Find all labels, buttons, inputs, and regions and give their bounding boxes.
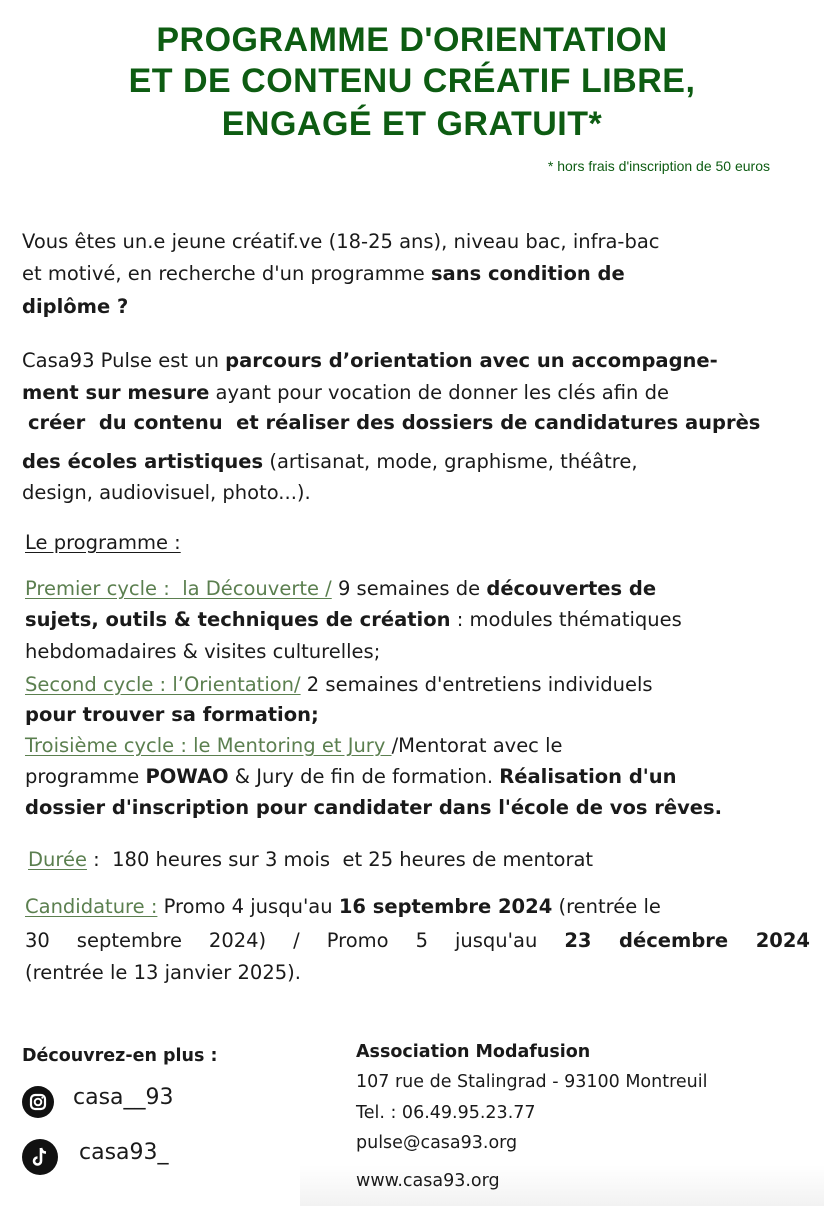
text-line (28, 409, 760, 437)
org-name: Association Modafusion (356, 1042, 591, 1062)
text-line (25, 893, 661, 921)
website-link[interactable]: www.casa93.org (356, 1171, 500, 1191)
instagram-handle[interactable]: casa__93 (73, 1085, 174, 1110)
title-line-3: ENGAGÉ ET GRATUIT* (221, 105, 603, 143)
text-segment: (artisanat, mode, graphisme, théâtre, (263, 450, 638, 473)
text-line (25, 959, 301, 987)
section-link[interactable]: Durée (28, 848, 87, 871)
text-line (25, 701, 319, 729)
text-segment: /Mentorat avec le (391, 734, 563, 757)
text-segment: sujets, outils & techniques de création (25, 608, 451, 631)
text-line (22, 293, 128, 321)
text-line (22, 228, 660, 256)
text-segment: pour trouver sa formation; (25, 703, 319, 726)
text-segment: & Jury de fin de formation. (228, 765, 500, 788)
text-segment: et motivé, en recherche d'un programme (22, 262, 431, 285)
text-segment: POWAO (145, 765, 229, 788)
text-line (25, 927, 810, 955)
discover-label: Découvrez-en plus : (22, 1046, 218, 1066)
text-segment: : modules thématiques (450, 608, 682, 631)
address: 107 rue de Stalingrad - 93100 Montreuil (356, 1072, 708, 1092)
text-line (22, 479, 311, 507)
tiktok-icon[interactable] (22, 1139, 58, 1175)
text-segment: programme (25, 765, 146, 788)
text-segment: : 180 heures sur 3 mois et 25 heures de mentorat (86, 848, 594, 871)
text-line (22, 347, 718, 375)
instagram-icon[interactable] (22, 1086, 54, 1118)
text-line (25, 638, 380, 666)
section-link[interactable]: Premier cycle : la Découverte / (25, 577, 332, 600)
text-segment: Casa93 Pulse est un (22, 349, 226, 372)
text-segment: 30 septembre 2024) / Promo 5 jusqu'au (25, 929, 565, 952)
text-segment: 2 semaines d'entretiens individuels (300, 673, 653, 696)
section-link[interactable]: Second cycle : l’Orientation/ (25, 673, 301, 696)
text-segment: diplôme ? (22, 295, 129, 318)
title-line-2: ET DE CONTENU CRÉATIF LIBRE, (128, 62, 696, 100)
text-segment: dossier d'inscription pour candidater dans l'école de vos rêves. (25, 796, 723, 819)
section-link[interactable]: Candidature : (25, 895, 158, 918)
text-line (22, 260, 625, 288)
text-segment: découvertes de (486, 577, 657, 600)
text-segment: Promo 4 jusqu'au (157, 895, 339, 918)
text-segment: parcours d’orientation avec un accompagne- (225, 349, 718, 372)
text-line (22, 379, 669, 407)
text-line (28, 846, 593, 874)
phone: Tel. : 06.49.95.23.77 (356, 1103, 536, 1123)
email-link[interactable]: pulse@casa93.org (356, 1133, 518, 1153)
text-line (25, 732, 563, 760)
section-link[interactable]: Troisième cycle : le Mentoring et Jury (25, 734, 392, 757)
text-line (25, 575, 656, 603)
tiktok-handle[interactable]: casa93_ (79, 1140, 169, 1165)
text-line (25, 671, 653, 699)
text-segment: hebdomadaires & visites culturelles; (25, 640, 381, 663)
text-segment: Réalisation d'un (499, 765, 677, 788)
text-segment: (rentrée le (552, 895, 661, 918)
text-segment: Le programme : (25, 531, 181, 554)
text-segment: des écoles artistiques (22, 450, 264, 473)
text-segment: design, audiovisuel, photo...). (22, 481, 311, 504)
text-segment: 9 semaines de (331, 577, 487, 600)
text-line (22, 448, 638, 476)
text-line (25, 529, 181, 557)
text-line (25, 606, 682, 634)
title-line-1: PROGRAMME D'ORIENTATION (156, 21, 668, 59)
text-line (25, 794, 722, 822)
text-segment: ment sur mesure (22, 381, 210, 404)
text-segment: créer du contenu et réaliser des dossiers de candidatures auprès (28, 411, 761, 434)
text-segment: 23 décembre 2024 (564, 929, 810, 952)
text-segment: sans condition de (430, 262, 625, 285)
text-segment: (rentrée le 13 janvier 2025). (25, 961, 301, 984)
footnote: * hors frais d'inscription de 50 euros (547, 158, 770, 174)
text-segment: Vous êtes un.e jeune créatif.ve (18-25 ans), niveau bac, infra-bac (22, 230, 660, 253)
text-segment: ayant pour vocation de donner les clés afin de (209, 381, 669, 404)
text-line (25, 763, 677, 791)
text-segment: 16 septembre 2024 (338, 895, 553, 918)
